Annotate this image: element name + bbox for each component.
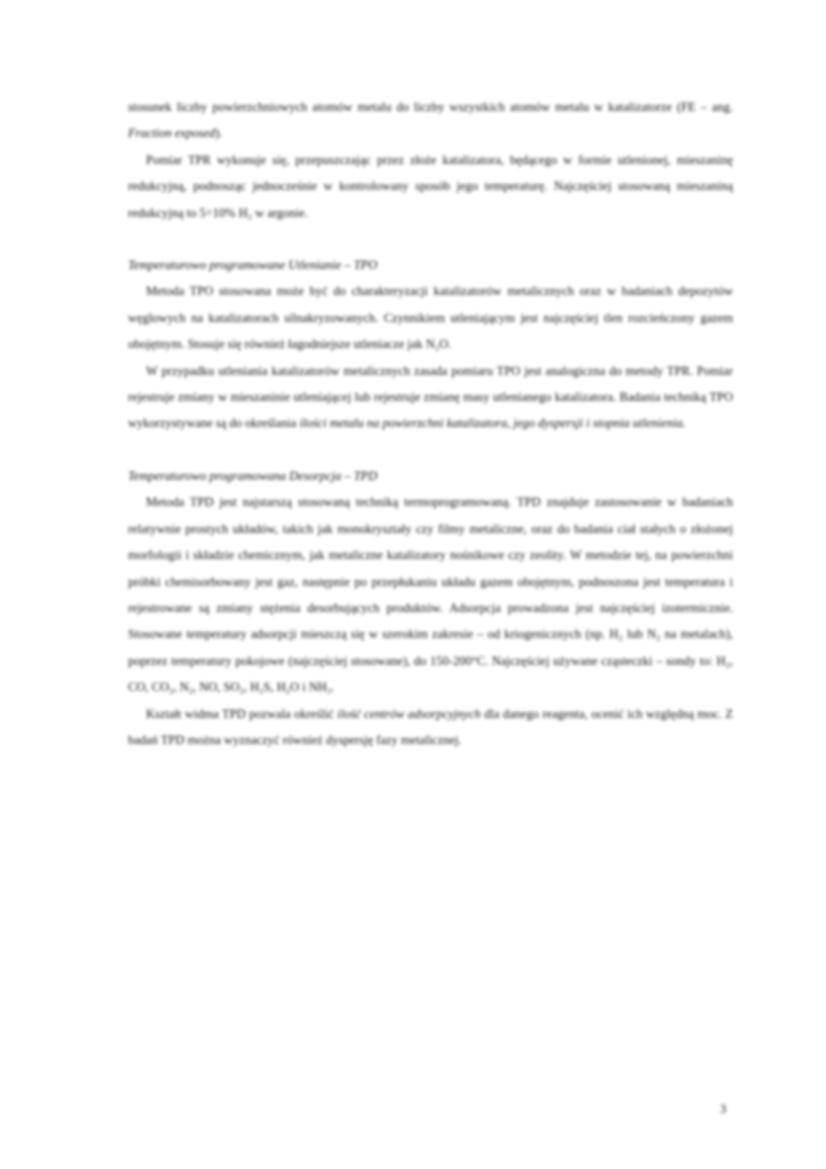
- tpo-paragraph-1: Metoda TPO stosowana może być do charakteryzacji katalizatorów metalicznych oraz w badaniach depozytów węglowych na katalizatorach silnakryzowanych. Czynnikiem utleniającym jest najczęściej tlen rozcieńczony gazem obojętnym. Stosuje się również łagodniejsze utleniacze jak N₂O.: [128, 284, 733, 352]
- intro-paragraph-1: [128, 94, 733, 147]
- tpd-paragraph-2: [128, 701, 733, 754]
- section-heading-tpd: Temperaturowo programowana Desorpcja – TPD: [128, 468, 378, 483]
- intro-paragraph-2: Pomiar TPR wykonuje się, przepuszczając przez złoże katalizatora, będącego w formie utlenionej, mieszaninę redukcyjną, podnosząc jednocześnie w kontrolowany sposób jego temperaturę. Najczęściej stosowaną mieszaniną redukcyjną to 5÷10% H₂ w argonie.: [128, 152, 733, 220]
- intro-text-b: ).: [215, 126, 223, 141]
- intro-emphasis: Fraction exposed: [128, 126, 216, 141]
- tpd-paragraph-1: Metoda TPD jest najstarszą stosowaną techniką termoprogramowaną. TPD znajduje zastosowanie w badaniach relatywnie prostych układów, takich jak monokryształy czy filmy metaliczne, oraz do badania ciał stałych o złożonej morfologii i składzie chemicznym, jak metaliczne katalizatory nośnikowe czy zeolity. W metodzie tej, na powierzchni próbki chemisorbowany jest gaz, następnie po przepłukaniu układu gazem obojętnym, podnoszona jest temperatura i rejestrowane są zmiany stężenia desorbujących produktów. Adsorpcja prowadzona jest najczęściej izotermicznie. Stosowane temperatury adsorpcji mieszczą się w szerokim zakresie – od kriogenicznych (np. H₂ lub N₂ na metalach), poprzez temperatury pokojowe (najczęściej stosowane), do 150-200°C. Najczęściej używane cząsteczki – sondy to: H₂, CO, CO₂, N₂, NO, SO₂, H₂S, H₂O i NH₃.: [128, 495, 733, 695]
- tpd-text-a: Kształt widma TPD pozwala określić: [146, 706, 338, 721]
- body-text: [128, 94, 733, 753]
- tpd-text-b: dla danego reagenta, ocenić ich względną moc. Z badań TPD można wyznaczyć również dyspersję fazy metalicznej.: [128, 706, 734, 747]
- page-number: 3: [720, 1102, 727, 1116]
- tpo-paragraph-2: [128, 358, 733, 437]
- section-heading-tpo: Temperaturowo programowane Utlenianie – TPO: [128, 258, 378, 273]
- intro-text-a: stosunek liczby powierzchniowych atomów metalu do liczby wszystkich atomów metalu w katalizatorze (FE – ang.: [128, 100, 733, 114]
- tpo-emphasis: ilości metalu na powierzchni katalizatora, jego dyspersji i stopnia utlenienia.: [299, 416, 686, 431]
- tpd-emphasis: ilość centrów adsorpcyjnych: [337, 706, 481, 721]
- tpo-text-a: W przypadku utleniania katalizatorów metalicznych zasada pomiaru TPO jest analogiczna do metody TPR. Pomiar rejestruje zmiany w mieszaninie utleniającej lub rejestruje zmianę masy utlenianego katalizatora. Badania techniką TPO wykorzystywane są do określania: [128, 363, 733, 431]
